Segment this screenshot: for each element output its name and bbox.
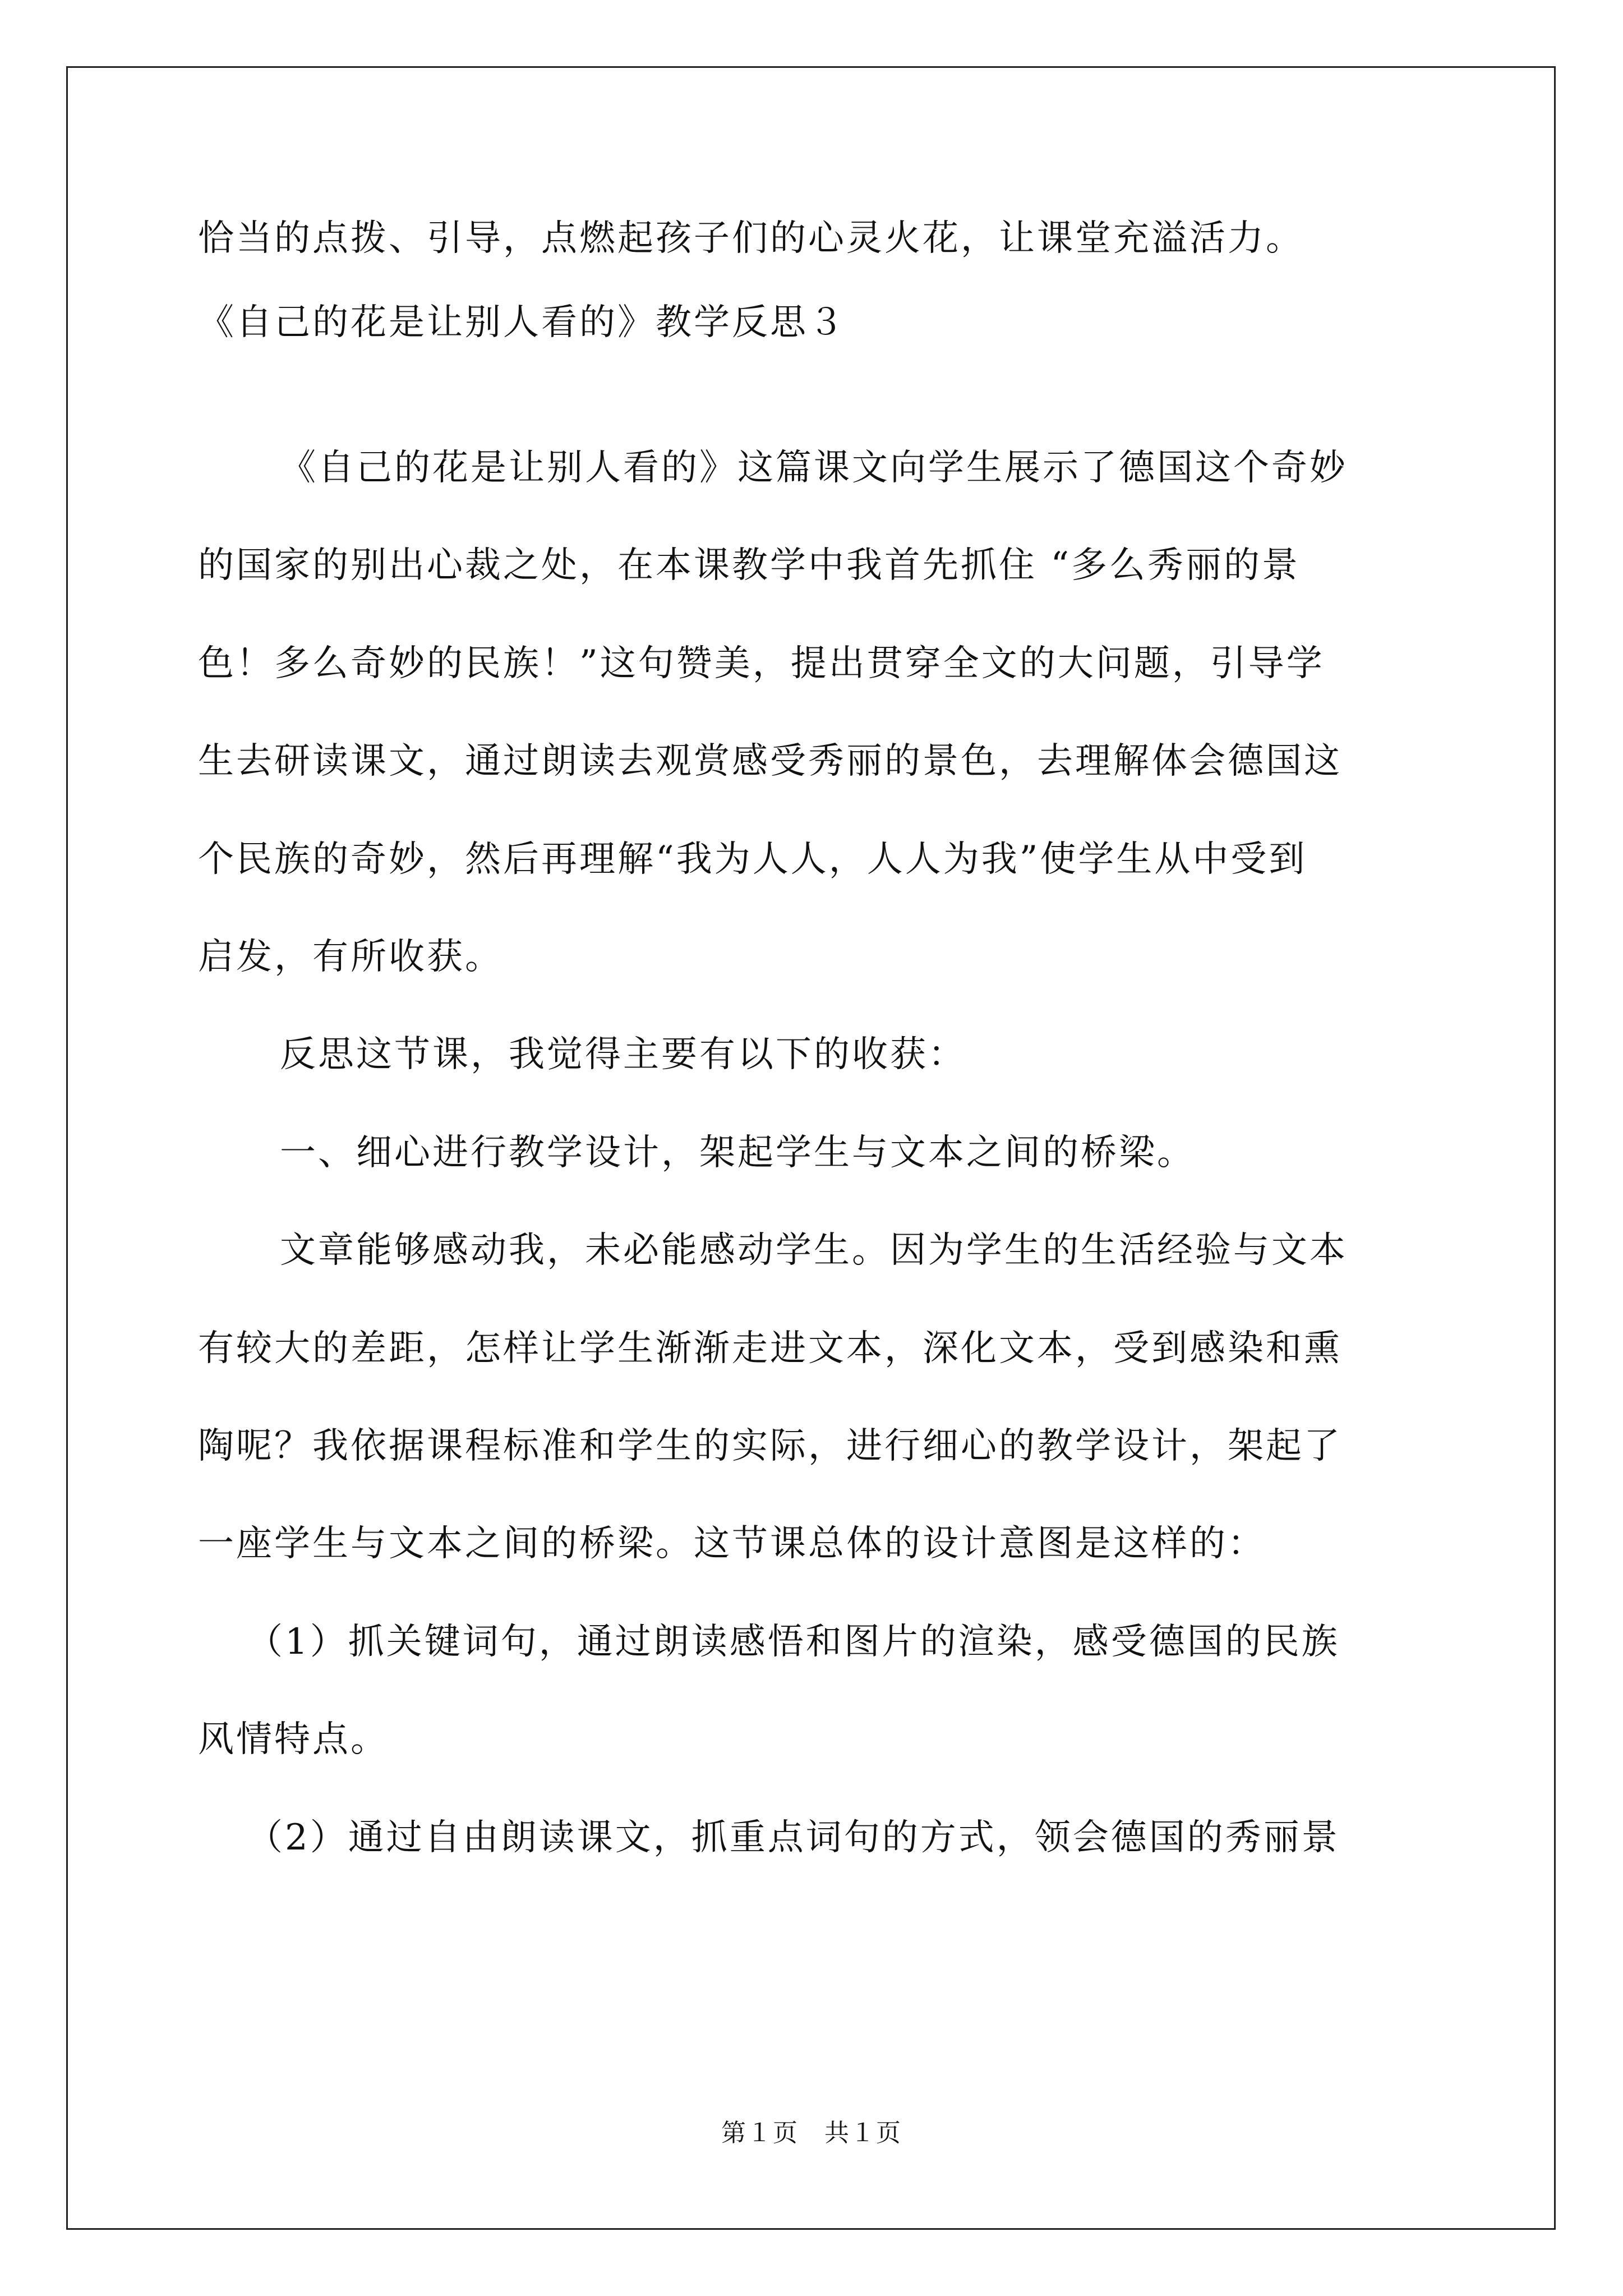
text-line: 一、细心进行教学设计，架起学生与文本之间的桥梁。 (280, 1132, 1195, 1174)
section-heading: 《自己的花是让别人看的》教学反思３ (198, 302, 846, 343)
text-line: （2）通过自由朗读课文，抓重点词句的方式，领会德国的秀丽景 (247, 1817, 1340, 1858)
text-line: 风情特点。 (198, 1719, 389, 1760)
text-line: （1）抓关键词句，通过朗读感悟和图片的渲染，感受德国的民族 (247, 1621, 1340, 1663)
text-line: 陶呢？我依据课程标准和学生的实际，进行细心的教学设计，架起了 (198, 1425, 1342, 1467)
text-line: 有较大的差距，怎样让学生渐渐走进文本，深化文本，受到感染和熏 (198, 1328, 1342, 1369)
text-line: 恰当的点拨、引导，点燃起孩子们的心灵火花，让课堂充溢活力。 (198, 218, 1304, 259)
text-line: 生去研读课文，通过朗读去观赏感受秀丽的景色，去理解体会德国这 (198, 740, 1342, 782)
text-line: 反思这节课，我觉得主要有以下的收获： (280, 1034, 966, 1075)
text-line: 一座学生与文本之间的桥梁。这节课总体的设计意图是这样的： (198, 1523, 1266, 1565)
text-line: 《自己的花是让别人看的》这篇课文向学生展示了德国这个奇妙 (280, 447, 1348, 489)
text-line: 的国家的别出心裁之处，在本课教学中我首先抓住 “多么秀丽的景 (198, 545, 1301, 586)
page-footer: 第１页 共１页 (721, 2119, 902, 2147)
text-line: 启发，有所收获。 (198, 936, 503, 978)
text-line: 个民族的奇妙，然后再理解“我为人人，人人为我”使学生从中受到 (198, 839, 1307, 880)
text-line: 色！多么奇妙的民族！”这句赞美，提出贯穿全文的大问题，引导学 (198, 643, 1325, 684)
text-line: 文章能够感动我，未必能感动学生。因为学生的生活经验与文本 (280, 1230, 1348, 1271)
